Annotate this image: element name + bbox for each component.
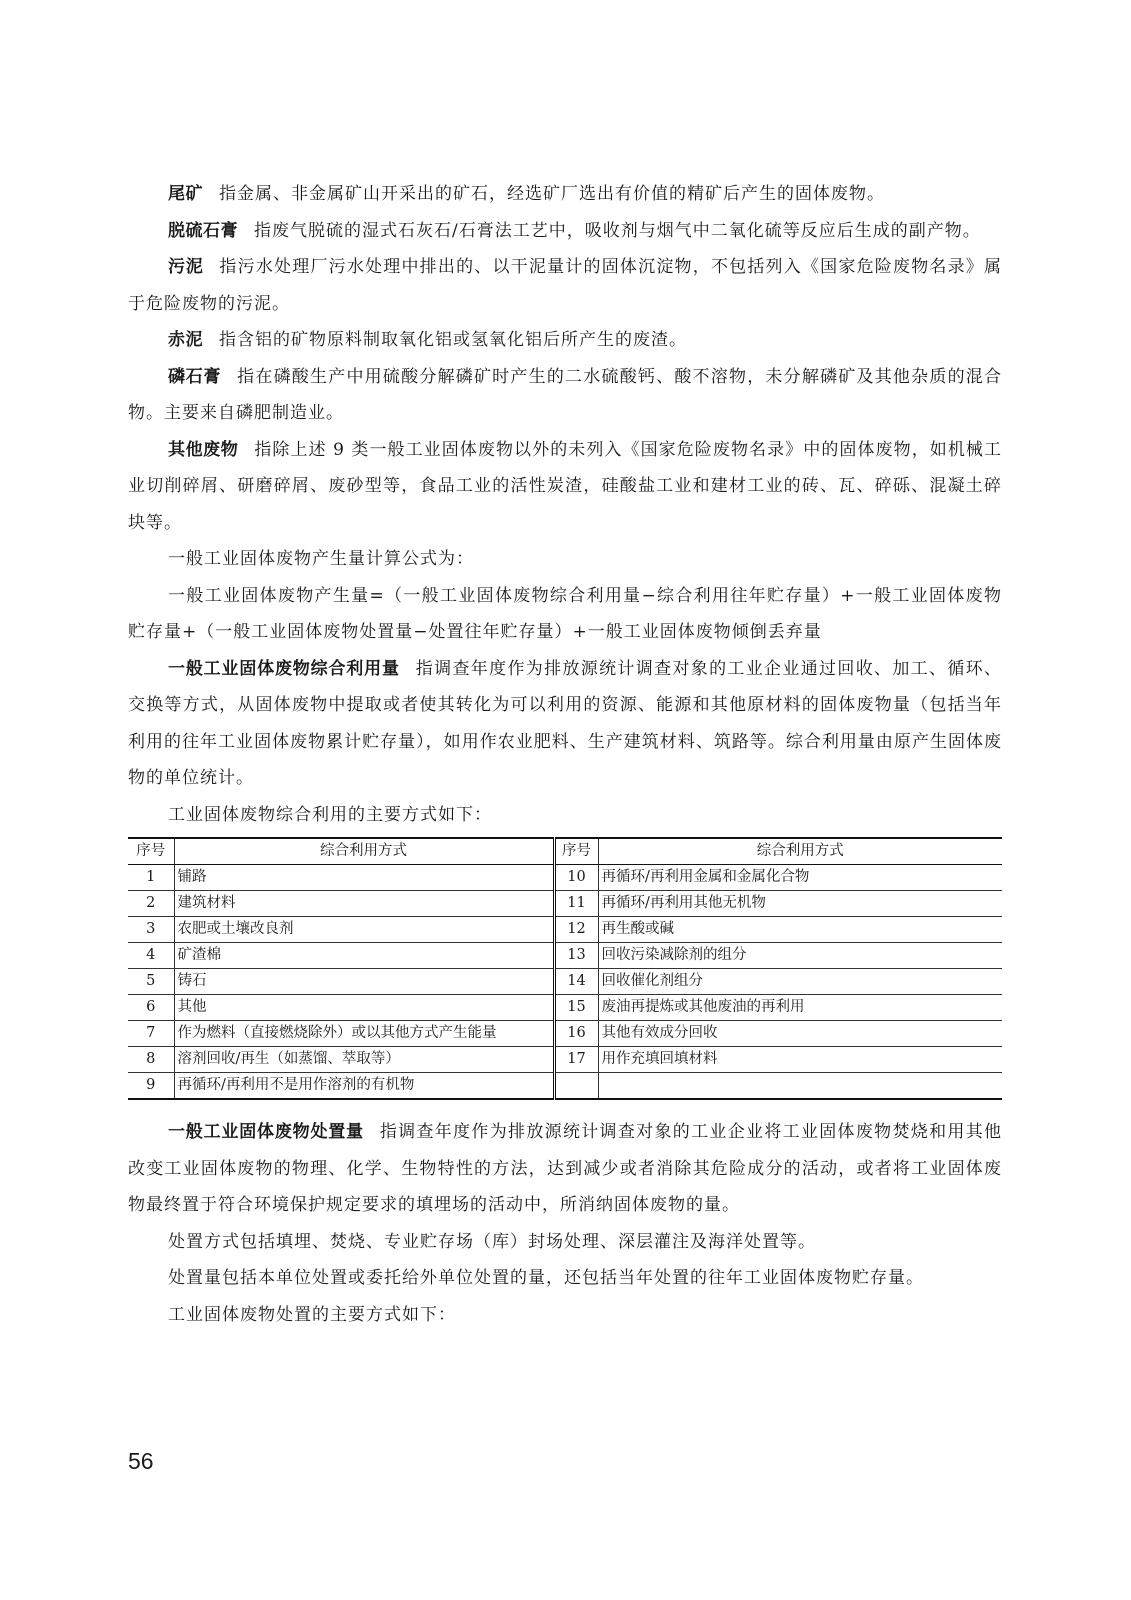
table-row <box>128 1073 1002 1100</box>
row-method: 用作充填回填材料 <box>598 1047 1002 1073</box>
row-method: 作为燃料（直接燃烧除外）或以其他方式产生能量 <box>174 1021 554 1047</box>
paragraph-text: 指污水处理厂污水处理中排出的、以干泥量计的固体沉淀物，不包括列入《国家危险废物名录》属于危险废物的污泥。 <box>128 257 1003 314</box>
paragraph <box>128 1297 1002 1334</box>
paragraph-text: 处置方式包括填埋、焚烧、专业贮存场（库）封场处理、深层灌注及海洋处置等。 <box>168 1231 816 1252</box>
paragraph-text: 工业固体废物处置的主要方式如下： <box>168 1304 456 1325</box>
table-row <box>128 943 1002 969</box>
row-method: 废油再提炼或其他废油的再利用 <box>598 995 1002 1021</box>
term-heading: 脱硫石膏 <box>168 220 238 241</box>
row-seq: 4 <box>128 943 174 969</box>
row-seq: 10 <box>554 865 598 891</box>
paragraph <box>128 541 1002 578</box>
paragraph <box>128 797 1002 834</box>
table-header-row <box>128 838 1002 865</box>
header-method-2: 综合利用方式 <box>598 838 1002 865</box>
row-seq: 11 <box>554 891 598 917</box>
row-seq: 15 <box>554 995 598 1021</box>
paragraph-text: 一般工业固体废物产生量=（一般工业固体废物综合利用量−综合利用往年贮存量）+一般工业固体废物贮存量+（一般工业固体废物处置量−处置往年贮存量）+一般工业固体废物倾倒丢弃量 <box>128 585 1002 642</box>
paragraph <box>128 1260 1002 1297</box>
row-method <box>598 1073 1002 1100</box>
paragraph-text: 处置量包括本单位处置或委托给外单位处置的量，还包括当年处置的往年工业固体废物贮存量。 <box>168 1268 924 1288</box>
table-row <box>128 865 1002 891</box>
paragraph-text: 指在磷酸生产中用硫酸分解磷矿时产生的二水硫酸钙、酸不溶物，未分解磷矿及其他杂质的混合物。主要来自磷肥制造业。 <box>128 366 1003 423</box>
table-row <box>128 969 1002 995</box>
row-seq: 5 <box>128 969 174 995</box>
row-method: 再循环/再利用其他无机物 <box>598 891 1002 917</box>
term-heading: 一般工业固体废物综合利用量 <box>168 658 400 679</box>
term-heading: 磷石膏 <box>168 366 222 387</box>
term-heading: 其他废物 <box>168 439 239 460</box>
term-heading: 一般工业固体废物处置量 <box>168 1122 364 1142</box>
paragraph <box>128 322 1002 359</box>
paragraph-text: 指金属、非金属矿山开采出的矿石，经选矿厂选出有价值的精矿后产生的固体废物。 <box>219 184 885 204</box>
paragraph-text: 指含铝的矿物原料制取氧化铝或氢氧化铝后所产生的废渣。 <box>219 330 687 350</box>
header-seq-2: 序号 <box>554 838 598 865</box>
paragraph <box>128 249 1002 322</box>
paragraph-text: 指调查年度作为排放源统计调查对象的工业企业将工业固体废物焚烧和用其他改变工业固体废物的物理、化学、生物特性的方法，达到减少或者消除其危险成分的活动，或者将工业固体废物最终置于符合环境保护规定要求的填埋场的活动中，所消纳固体废物的量。 <box>128 1122 1002 1215</box>
term-heading: 尾矿 <box>168 184 203 204</box>
row-method: 回收催化剂组分 <box>598 969 1002 995</box>
row-method: 再循环/再利用金属和金属化合物 <box>598 865 1002 891</box>
header-method-1: 综合利用方式 <box>174 838 554 865</box>
row-seq: 12 <box>554 917 598 943</box>
row-seq: 3 <box>128 917 174 943</box>
paragraph <box>128 432 1002 542</box>
row-method: 铸石 <box>174 969 554 995</box>
table-row <box>128 1047 1002 1073</box>
row-seq: 7 <box>128 1021 174 1047</box>
row-seq: 2 <box>128 891 174 917</box>
row-method: 其他有效成分回收 <box>598 1021 1002 1047</box>
disposal-section <box>128 1114 1002 1333</box>
paragraph-text: 指废气脱硫的湿式石灰石/石膏法工艺中，吸收剂与烟气中二氧化硫等反应后生成的副产物。 <box>254 220 981 241</box>
paragraph-text: 指调查年度作为排放源统计调查对象的工业企业通过回收、加工、循环、交换等方式，从固体废物中提取或者使其转化为可以利用的资源、能源和其他原材料的固体废物量（包括当年利用的往年工业固体废物累计贮存量），如用作农业肥料、生产建筑材料、筑路等。综合利用量由原产生固体废物的单位统计。 <box>128 658 1003 788</box>
row-method: 溶剂回收/再生（如蒸馏、萃取等） <box>174 1047 554 1073</box>
row-seq: 9 <box>128 1073 174 1100</box>
table-row <box>128 1021 1002 1047</box>
paragraph <box>128 1224 1002 1261</box>
header-seq-1: 序号 <box>128 838 174 865</box>
page-number: 56 <box>128 1448 154 1474</box>
paragraph <box>128 651 1002 797</box>
row-method: 再生酸或碱 <box>598 917 1002 943</box>
page-content <box>128 176 1002 1333</box>
paragraph <box>128 176 1002 213</box>
table-row <box>128 995 1002 1021</box>
paragraph-text: 工业固体废物综合利用的主要方式如下： <box>168 804 492 825</box>
row-seq: 14 <box>554 969 598 995</box>
paragraph <box>128 1114 1002 1224</box>
paragraph <box>128 359 1002 432</box>
row-method: 建筑材料 <box>174 891 554 917</box>
definitions-section <box>128 176 1002 833</box>
term-heading: 污泥 <box>168 257 204 277</box>
row-method: 回收污染减除剂的组分 <box>598 943 1002 969</box>
row-method: 其他 <box>174 995 554 1021</box>
row-seq: 17 <box>554 1047 598 1073</box>
row-seq: 1 <box>128 865 174 891</box>
row-seq: 6 <box>128 995 174 1021</box>
row-seq <box>554 1073 598 1100</box>
table-row <box>128 917 1002 943</box>
row-method: 矿渣棉 <box>174 943 554 969</box>
term-heading: 赤泥 <box>168 330 203 350</box>
row-seq: 13 <box>554 943 598 969</box>
row-seq: 16 <box>554 1021 598 1047</box>
utilization-methods-table <box>128 837 1002 1100</box>
paragraph <box>128 213 1002 250</box>
row-method: 农肥或土壤改良剂 <box>174 917 554 943</box>
row-method: 再循环/再利用不是用作溶剂的有机物 <box>174 1073 554 1100</box>
row-method: 铺路 <box>174 865 554 891</box>
paragraph-text: 指除上述 9 类一般工业固体废物以外的未列入《国家危险废物名录》中的固体废物，如机械工业切削碎屑、研磨碎屑、废砂型等，食品工业的活性炭渣，硅酸盐工业和建材工业的砖、瓦、碎砾、混凝土碎块等。 <box>128 439 1003 533</box>
paragraph <box>128 578 1002 651</box>
paragraph-text: 一般工业固体废物产生量计算公式为： <box>168 549 474 569</box>
row-seq: 8 <box>128 1047 174 1073</box>
table-row <box>128 891 1002 917</box>
